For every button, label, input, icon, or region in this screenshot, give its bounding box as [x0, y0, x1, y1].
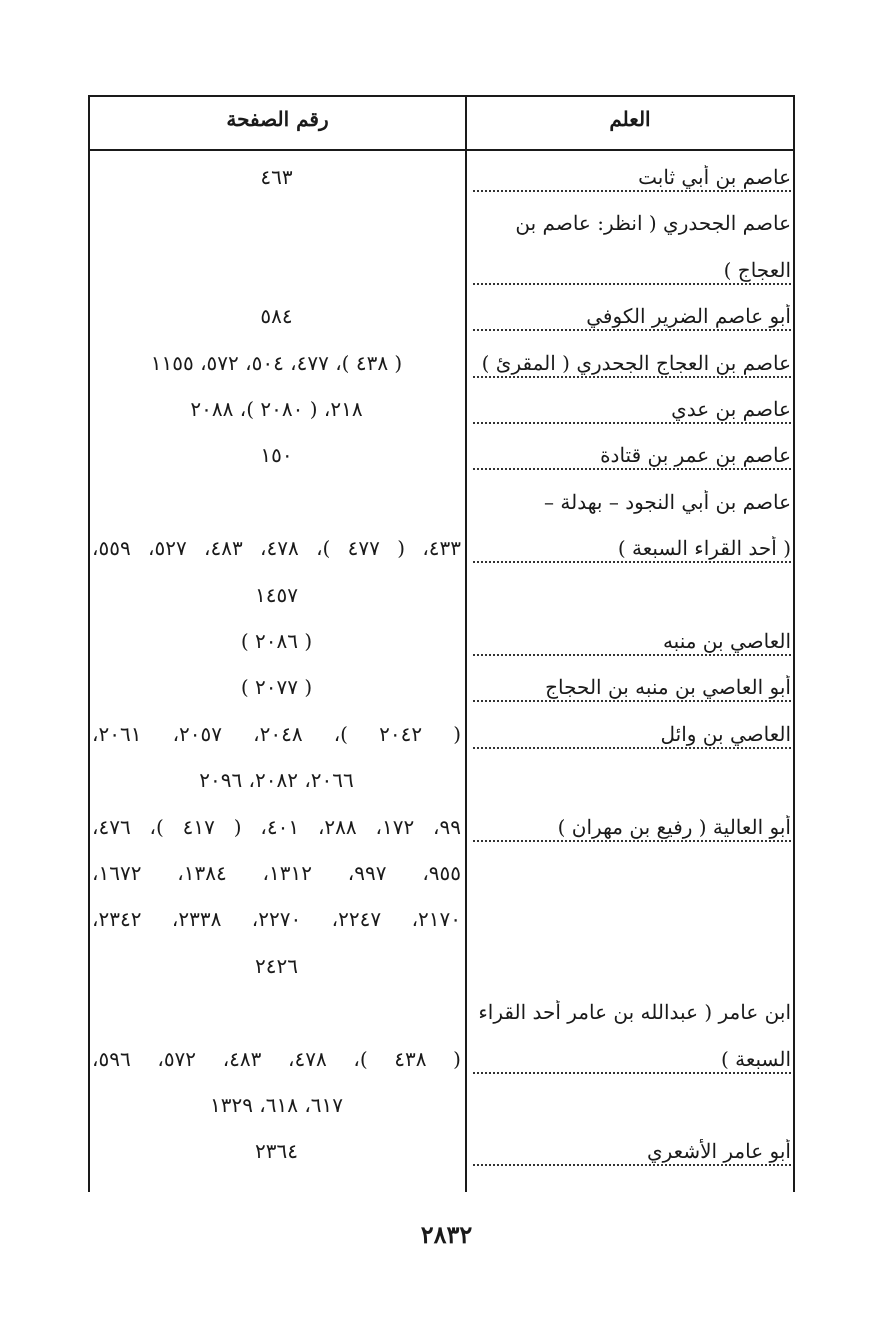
table-row: [88, 343, 795, 389]
page-number: ٢٨٣٢: [420, 1220, 473, 1249]
entry-pages: ٥٨٤: [260, 304, 293, 329]
entry-name-text: أبو العاصي بن منبه بن الحجاج: [545, 675, 791, 700]
header-divider: [88, 149, 795, 151]
entry-pages: [92, 1000, 461, 1034]
table-row: [88, 389, 795, 435]
entry-name-text: عاصم بن العجاج الجحدري ( المقرئ ): [481, 350, 791, 375]
table-row: [88, 1131, 795, 1177]
dot-leader: [473, 1164, 791, 1166]
entry-name: [469, 536, 791, 570]
entry-name: [469, 351, 791, 385]
entry-name-text: عاصم بن أبي ثابت: [638, 165, 791, 189]
entry-pages: ٢٤٢٦: [255, 953, 298, 978]
entry-name-text: عاصم بن عمر بن قتادة: [600, 443, 791, 468]
table-row: [88, 853, 795, 899]
entry-pages: ٢٠٦٦، ٢٠٨٢، ٢٠٩٦: [199, 768, 354, 793]
entry-name-text: [789, 954, 791, 978]
entry-name: [469, 583, 791, 617]
entry-name: [469, 722, 791, 756]
name-column-header: العلم: [609, 107, 651, 131]
entry-name: [469, 907, 791, 941]
entry-name-text: السبعة ): [720, 1046, 791, 1071]
entry-name-text: أبو عاصم الضرير الكوفي: [586, 304, 791, 329]
entry-name: [469, 1139, 791, 1173]
entry-name: [469, 768, 791, 802]
entry-name-text: [789, 907, 791, 931]
dot-leader: [473, 747, 791, 749]
table-row: [88, 714, 795, 760]
entry-name-text: [789, 583, 791, 607]
entry-pages: ١٤٥٧: [255, 582, 298, 607]
dot-leader: [473, 468, 791, 470]
entry-name: [469, 304, 791, 338]
table-row: [88, 621, 795, 667]
entry-name-text: [789, 768, 791, 792]
entry-pages: ١٥٠: [260, 443, 293, 468]
dot-leader: [473, 422, 791, 424]
page-column-header: رقم الصفحة: [226, 107, 329, 131]
entry-name: [469, 675, 791, 709]
entry-name-text: ابن عامر ( عبدالله بن عامر أحد القراء: [478, 1000, 791, 1025]
dot-leader: [473, 1072, 791, 1074]
entry-pages: ٤٣٣، ( ٤٧٧ )، ٤٧٨، ٤٨٣، ٥٢٧، ٥٥٩،: [92, 536, 462, 561]
table-row: [88, 482, 795, 528]
table-row: [88, 575, 795, 621]
entry-pages: ٢٣٦٤: [255, 1139, 298, 1164]
entry-pages: ( ٢٠٧٧ ): [240, 675, 313, 700]
table-row: [88, 296, 795, 342]
dot-leader: [473, 376, 791, 378]
table-row: [88, 435, 795, 481]
entry-name: [469, 211, 791, 245]
dot-leader: [473, 561, 791, 563]
entry-pages: [92, 258, 461, 292]
table-row: [88, 528, 795, 574]
dot-leader: [473, 654, 791, 656]
entry-pages: ٩٩، ١٧٢، ٢٨٨، ٤٠١، ( ٤١٧ )، ٤٧٦،: [92, 814, 461, 839]
table-row: [88, 250, 795, 296]
entry-name-text: العاصي بن منبه: [662, 629, 791, 653]
table-row: [88, 1039, 795, 1085]
entry-name: [469, 490, 791, 524]
entry-pages: ( ٤٣٨ )، ٤٧٨، ٤٨٣، ٥٧٢، ٥٩٦،: [92, 1046, 461, 1071]
entry-name-text: أبو عامر الأشعري: [646, 1139, 791, 1164]
table-row: [88, 667, 795, 713]
entry-name: [469, 629, 791, 663]
entry-pages: [92, 490, 461, 524]
entry-name-text: [789, 861, 791, 885]
entry-name-text: العاصي بن وائل: [660, 721, 791, 746]
entry-name-text: ( أحد القراء السبعة ): [617, 536, 791, 561]
entry-pages: ( ٤٣٨ )، ٤٧٧، ٥٠٤، ٥٧٢، ١١٥٥: [150, 350, 403, 375]
entry-pages: ٢١٧٠، ٢٢٤٧، ٢٢٧٠، ٢٣٣٨، ٢٣٤٢،: [92, 907, 461, 932]
entry-name: [469, 397, 791, 431]
entry-pages: ( ٢٠٤٢ )، ٢٠٤٨، ٢٠٥٧، ٢٠٦١،: [92, 721, 461, 746]
entry-name-text: عاصم بن أبي النجود – بهدلة –: [544, 489, 791, 514]
entry-name: [469, 165, 791, 199]
table-row: [88, 1085, 795, 1131]
dot-leader: [473, 329, 791, 331]
entry-pages: [92, 211, 461, 245]
table-row: [88, 157, 795, 203]
entry-name: [469, 1047, 791, 1081]
entry-pages: ٤٦٣: [260, 165, 293, 189]
entry-pages: ٦١٧، ٦١٨، ١٣٢٩: [209, 1093, 344, 1117]
table-row: [88, 807, 795, 853]
entry-pages: ( ٢٠٨٦ ): [240, 629, 313, 653]
table-top-border: [88, 95, 795, 97]
entry-name: [469, 954, 791, 988]
entry-name: [469, 1093, 791, 1127]
dot-leader: [473, 190, 791, 192]
entry-name: [469, 1000, 791, 1034]
table-row: [88, 760, 795, 806]
entry-name-text: [789, 1093, 791, 1117]
entry-name-text: عاصم بن عدي: [671, 397, 791, 421]
entry-name: [469, 258, 791, 292]
entry-name: [469, 861, 791, 895]
dot-leader: [473, 700, 791, 702]
entry-name: [469, 815, 791, 849]
table-row: [88, 946, 795, 992]
index-table: [88, 95, 795, 1192]
entry-pages: ٩٥٥، ٩٩٧، ١٣١٢، ١٣٨٤، ١٦٧٢،: [92, 861, 462, 885]
table-row: [88, 899, 795, 945]
entry-name-text: عاصم الجحدري ( انظر: عاصم بن: [515, 211, 791, 236]
table-row: [88, 203, 795, 249]
entry-name-text: العجاج ): [723, 257, 791, 282]
table-row: [88, 992, 795, 1038]
dot-leader: [473, 283, 791, 285]
entry-pages: ٢١٨، ( ٢٠٨٠ )، ٢٠٨٨: [190, 397, 363, 421]
entry-name-text: أبو العالية ( رفيع بن مهران ): [557, 814, 791, 839]
entry-name: [469, 443, 791, 477]
dot-leader: [473, 840, 791, 842]
